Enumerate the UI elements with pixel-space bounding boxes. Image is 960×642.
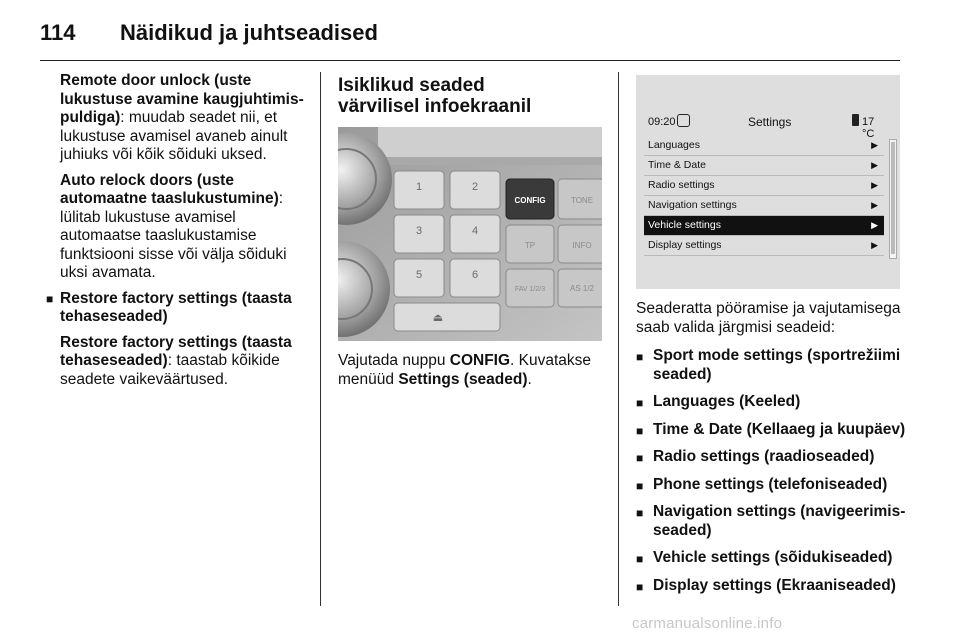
list-item-text: Phone settings (telefoniseaded) xyxy=(653,475,888,493)
chevron-right-icon: ▶ xyxy=(871,180,878,190)
list-item xyxy=(636,549,916,568)
phone-icon xyxy=(852,114,859,126)
column-2-text xyxy=(338,352,608,389)
list-item xyxy=(636,448,916,467)
list-item-text: Navigation settings (navigeerimisseaded) xyxy=(653,503,906,539)
auto-relock-entry xyxy=(60,172,308,283)
info-label: INFO xyxy=(572,241,592,250)
clock-time: 09:20 xyxy=(648,116,676,128)
auto-relock-text: : lülitab lukustuse avamisel automaatse taaslukustamise funktsiooni sisse või välja sõiduki uksi avamata. xyxy=(60,190,287,281)
list-item xyxy=(636,347,916,384)
list-item xyxy=(636,421,916,440)
console-photo xyxy=(338,127,602,341)
console-illustration xyxy=(338,127,602,341)
key-5: 5 xyxy=(415,269,423,281)
key-4: 4 xyxy=(471,225,479,237)
page-number: 114 xyxy=(40,20,76,45)
clock-icon xyxy=(677,114,690,127)
config-label: CONFIG xyxy=(514,196,546,205)
menu-scrollbar[interactable] xyxy=(889,139,897,259)
as-label: AS 1/2 xyxy=(569,284,595,293)
config-instruction xyxy=(338,352,608,389)
menu-item-label: Vehicle settings xyxy=(648,219,721,231)
chevron-right-icon: ▶ xyxy=(871,240,878,250)
settings-menu xyxy=(644,136,884,256)
column-divider-1 xyxy=(320,72,321,606)
remote-door-unlock-text: : muudab seadet nii, et lukustuse avamisel avaneb ainult juhiuks või kõik sõiduki uksed. xyxy=(60,109,288,163)
menu-item-radio[interactable] xyxy=(644,176,884,196)
instruction-text-2: . Kuvatakse menüüd xyxy=(338,352,592,388)
restore-factory-sub-title: Restore factory settings (taasta tehaseseaded) xyxy=(60,333,292,369)
menu-item-label: Time & Date xyxy=(648,159,706,171)
settings-list xyxy=(636,347,916,595)
column-3 xyxy=(636,300,916,604)
column-divider-2 xyxy=(618,72,619,606)
menu-item-label: Radio settings xyxy=(648,179,715,191)
section-heading xyxy=(338,75,608,117)
list-item xyxy=(636,577,916,596)
section-heading-line-2: värvilisel infoekraanil xyxy=(338,96,532,117)
bullet-square: ■ xyxy=(636,396,644,410)
fav-label: FAV 1/2/3 xyxy=(514,286,546,293)
menu-item-label: Languages xyxy=(648,139,700,151)
section-heading-line-1: Isiklikud seaded xyxy=(338,75,485,96)
menu-item-vehicle[interactable] xyxy=(644,216,884,236)
restore-factory-bullet xyxy=(46,290,308,390)
list-item xyxy=(636,503,916,540)
bullet-square: ■ xyxy=(636,350,644,364)
menu-item-time-date[interactable] xyxy=(644,156,884,176)
key-2: 2 xyxy=(471,181,479,193)
list-item-text: Sport mode settings (sportrežiimi seaded) xyxy=(653,347,901,383)
temperature: 17 °C xyxy=(862,116,875,140)
key-1: 1 xyxy=(415,181,423,193)
tone-label: TONE xyxy=(570,196,594,205)
list-item-text: Languages (Keeled) xyxy=(653,393,801,410)
column-1 xyxy=(46,72,308,389)
bullet-square: ■ xyxy=(636,506,644,520)
screen-title: Settings xyxy=(748,115,792,129)
chevron-right-icon: ▶ xyxy=(871,200,878,210)
column-2 xyxy=(338,75,608,117)
remote-door-unlock-entry xyxy=(60,72,308,165)
auto-relock-title: Auto relock doors (uste automaatne taaslukustumine) xyxy=(60,171,279,207)
instruction-text-3: . xyxy=(527,370,532,388)
restore-factory-sub-text: : taastab kõikide seadete vaikeväärtused. xyxy=(60,352,280,388)
selection-intro: Seaderatta pööramise ja vajutamisega saab valida järgmisi seadeid: xyxy=(636,300,901,336)
key-3: 3 xyxy=(415,225,423,237)
settings-keyword: Settings (seaded) xyxy=(398,370,528,388)
key-6: 6 xyxy=(471,269,479,281)
tp-label: TP xyxy=(524,241,536,250)
header-rule xyxy=(40,60,900,61)
list-item-text: Display settings (Ekraaniseaded) xyxy=(653,576,896,594)
scrollbar-thumb[interactable] xyxy=(891,142,895,254)
menu-item-label: Navigation settings xyxy=(648,199,737,211)
chevron-right-icon: ▶ xyxy=(871,160,878,170)
instruction-text-1: Vajutada nuppu xyxy=(338,352,450,369)
list-item xyxy=(636,476,916,495)
bullet-square: ■ xyxy=(636,423,644,438)
list-item-text: Time & Date (Kellaaeg ja kuupäev) xyxy=(653,420,906,438)
list-item xyxy=(636,393,916,412)
bullet-square: ■ xyxy=(636,478,644,493)
menu-item-display[interactable] xyxy=(644,236,884,256)
remote-door-unlock-title: Remote door unlock (uste lukustuse avamine kaugjuhtimispuldiga) xyxy=(60,72,304,126)
settings-screen xyxy=(636,75,900,289)
list-item-text: Radio settings (raadioseaded) xyxy=(653,448,875,465)
menu-item-label: Display settings xyxy=(648,239,722,251)
restore-factory-title: Restore factory settings (taasta tehaseseaded) xyxy=(60,289,292,325)
restore-factory-desc xyxy=(60,334,308,390)
page-title: Näidikud ja juhtseadised xyxy=(120,20,378,45)
eject-icon: ⏏ xyxy=(432,311,444,324)
chevron-right-icon: ▶ xyxy=(871,140,878,150)
watermark: carmanualsonline.info xyxy=(632,615,783,632)
bullet-square: ■ xyxy=(46,291,54,306)
status-bar xyxy=(640,111,888,140)
bullet-square: ■ xyxy=(636,552,644,566)
menu-item-languages[interactable] xyxy=(644,136,884,156)
bullet-square: ■ xyxy=(636,579,644,594)
config-keyword: CONFIG xyxy=(449,352,511,369)
bullet-square: ■ xyxy=(636,451,644,465)
menu-item-navigation[interactable] xyxy=(644,196,884,216)
chevron-right-icon: ▶ xyxy=(871,220,878,230)
list-item-text: Vehicle settings (sõidukiseaded) xyxy=(653,549,893,566)
